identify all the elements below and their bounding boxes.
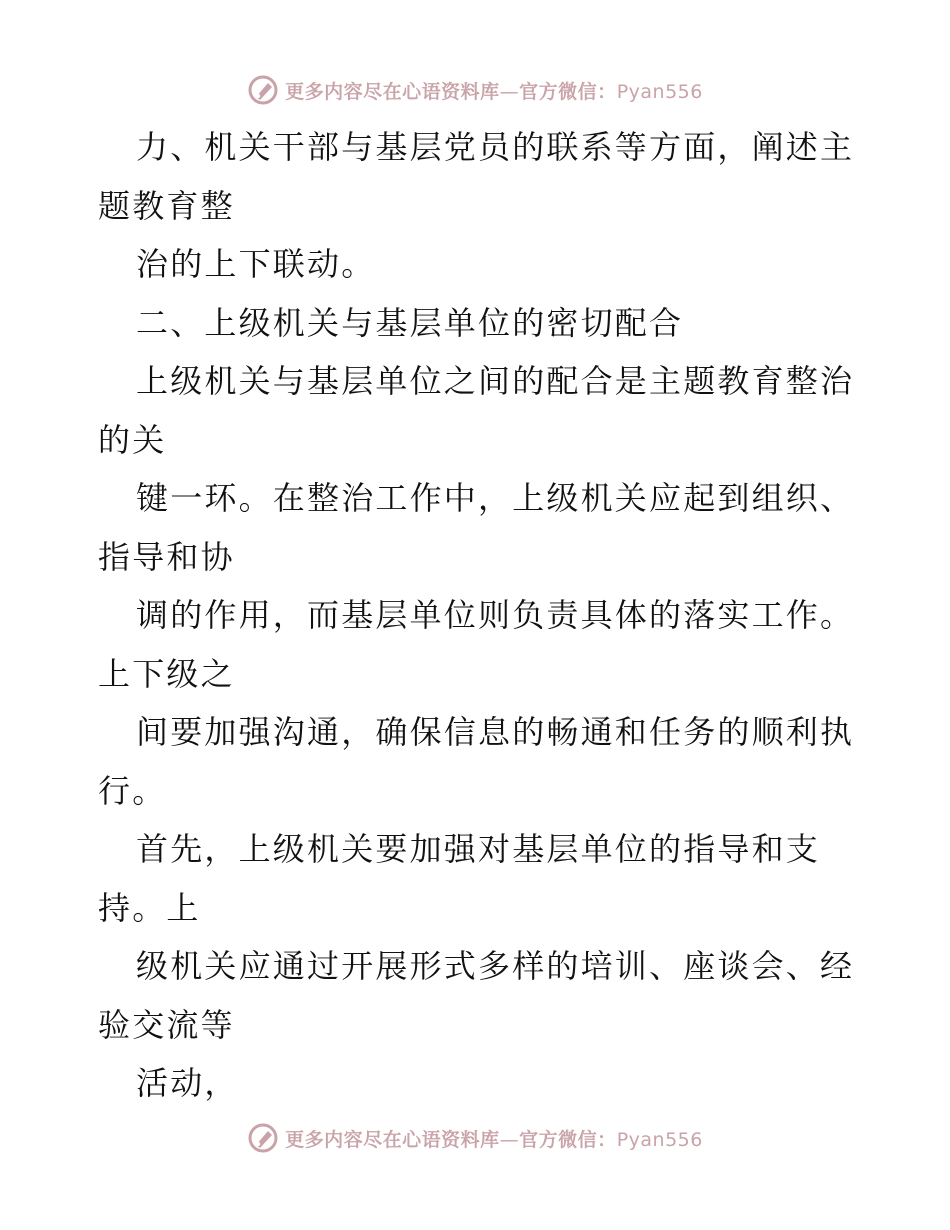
text-line: 键一环。在整治工作中，上级机关应起到组织、 xyxy=(136,479,855,517)
pen-logo-icon xyxy=(247,1122,279,1154)
text-line: 治的上下联动。 xyxy=(136,245,376,283)
text-line: 调的作用，而基层单位则负责具体的落实工作。 xyxy=(136,596,855,634)
text-line: 活动， xyxy=(136,1064,239,1102)
text-line: 上下级之 xyxy=(98,654,235,693)
pen-logo-icon xyxy=(247,74,279,106)
text-line: 指导和协 xyxy=(98,537,235,576)
text-line: 题教育整 xyxy=(98,186,235,225)
footer-watermark xyxy=(0,1118,950,1158)
text-line: 间要加强沟通，确保信息的畅通和任务的顺利执 xyxy=(136,713,855,751)
text-line: 上级机关与基层单位之间的配合是主题教育整治 xyxy=(136,362,855,400)
text-line: 行。 xyxy=(98,771,167,810)
text-line: 首先，上级机关要加强对基层单位的指导和支 xyxy=(136,830,821,868)
watermark-text: 更多内容尽在心语资料库—官方微信：Pyan556 xyxy=(285,1128,703,1151)
text-line: 的关 xyxy=(98,420,167,459)
text-line: 力、机关干部与基层党员的联系等方面，阐述主 xyxy=(136,128,855,166)
watermark-text: 更多内容尽在心语资料库—官方微信：Pyan556 xyxy=(285,80,703,103)
text-line: 持。上 xyxy=(98,888,201,927)
text-line: 二、上级机关与基层单位的密切配合 xyxy=(136,303,684,342)
text-line: 级机关应通过开展形式多样的培训、座谈会、经 xyxy=(136,947,855,985)
document-body xyxy=(98,118,858,1113)
header-watermark xyxy=(0,70,950,110)
text-line: 验交流等 xyxy=(98,1005,235,1044)
